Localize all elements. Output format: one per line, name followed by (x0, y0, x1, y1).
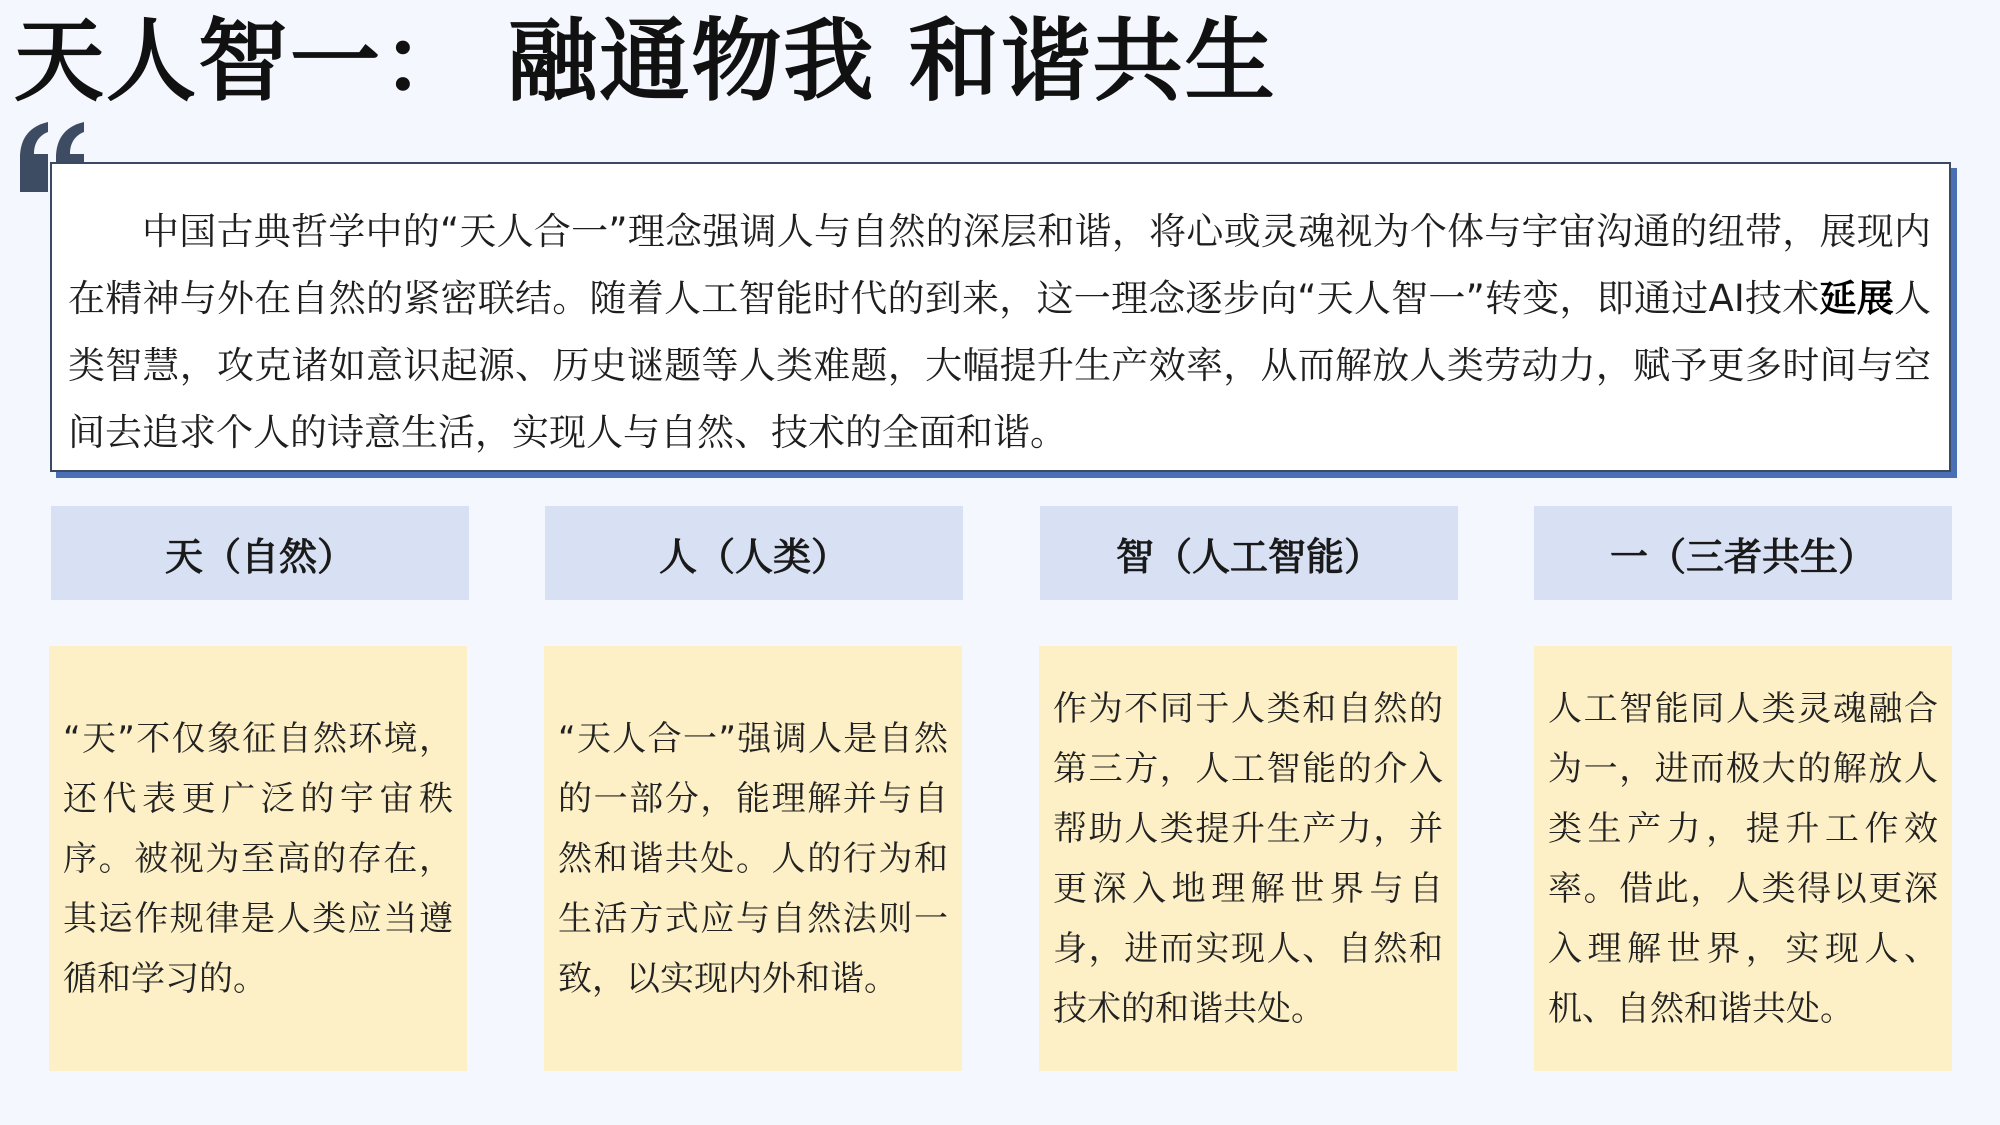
intro-text-start: 中国古典哲学中的“天人合一”理念强调人与自然的深层和谐，将心或灵魂视为个体与宇宙沟通的纽带，展现内在精神与外在自然的紧密联结。随着人工智能时代的到来，这一理念逐步向“天人智一”转变，即通过AI技术 (68, 210, 1931, 320)
page-title: 天人智一： 融通物我 和谐共生 (14, 9, 1277, 114)
intro-text-emphasis: 延展 (1819, 277, 1894, 320)
intro-paragraph (68, 198, 1931, 466)
intro-text-end: 人类智慧，攻克诸如意识起源、历史谜题等人类难题，大幅提升生产效率，从而解放人类劳动力，赋予更多时间与空间去追求个人的诗意生活，实现人与自然、技术的全面和谐。 (68, 277, 1931, 454)
column-card-text: 人工智能同人类灵魂融合为一，进而极大的解放人类生产力，提升工作效率。借此，人类得以更深入理解世界，实现人、机、自然和谐共处。 (1548, 688, 1938, 1029)
column-header-tian: 天（自然） (51, 506, 469, 600)
column-header-ren: 人（人类） (545, 506, 963, 600)
column-card-text: “天”不仅象征自然环境，还代表更广泛的宇宙秩序。被视为至高的存在，其运作规律是人类应当遵循和学习的。 (63, 718, 453, 999)
column-card-yi (1534, 646, 1952, 1071)
column-card-zhi (1039, 646, 1457, 1071)
intro-quote-box (50, 162, 1951, 472)
column-card-text: 作为不同于人类和自然的第三方，人工智能的介入帮助人类提升生产力，并更深入地理解世界与自身，进而实现人、自然和技术的和谐共处。 (1053, 688, 1443, 1029)
column-card-ren (544, 646, 962, 1071)
column-card-tian (49, 646, 467, 1071)
column-card-text: “天人合一”强调人是自然的一部分，能理解并与自然和谐共处。人的行为和生活方式应与自然法则一致，以实现内外和谐。 (558, 718, 948, 999)
column-header-yi: 一（三者共生） (1534, 506, 1952, 600)
column-header-zhi: 智（人工智能） (1040, 506, 1458, 600)
